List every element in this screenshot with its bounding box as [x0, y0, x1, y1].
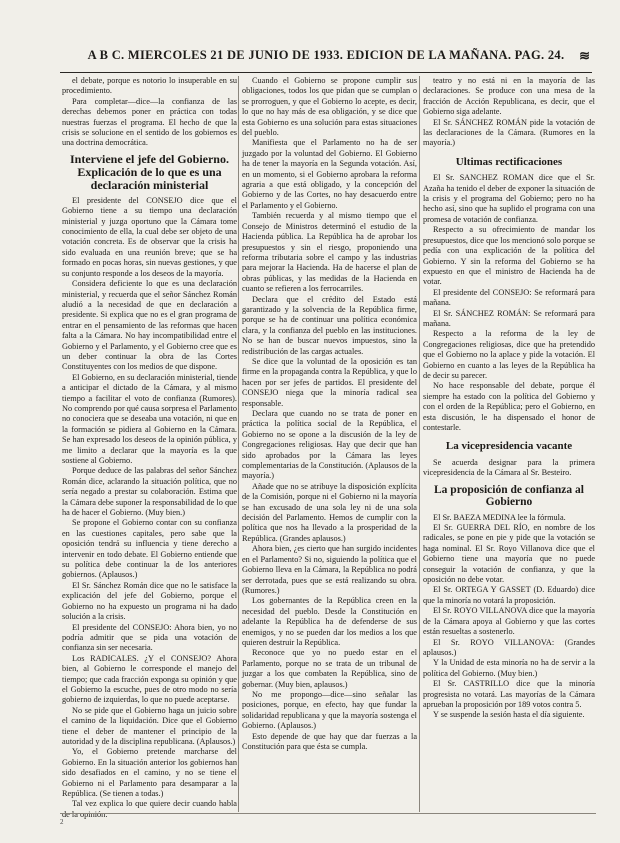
paragraph: El Sr. ORTEGA Y GASSET (D. Eduardo) dice que la minoría no votará la proposición.	[423, 585, 595, 605]
column-divider	[238, 76, 239, 812]
paragraph: Para completar—dice—la confianza de las derechas debemos poner en práctica con todas nuestras fuerzas el programa. El hecho de que la crisis se solucione en el sentido de los gobiernos es una doctrina democrática.	[62, 96, 237, 148]
section-heading: La proposición de confianza al Gobierno	[434, 483, 584, 509]
column-divider	[419, 76, 420, 812]
paragraph: Considera deficiente lo que es una declaración ministerial, y recuerda que el señor Sánchez Román aludió a la necesidad de que en declaración a presidente. Si explica que no es el gran programa de entrar en el pensamiento de las reformas que hacen falta a la Cámara. No hay incompatibilidad entre el Gobierno y el Parlamento, y el Gobierno cree que es un deber continuar la obra de las Cortes Constituyentes con los medios de que dispone.	[62, 279, 237, 372]
paragraph: El Gobierno, en su declaración ministerial, tiende a anticipar el dictado de la Cámara, y al mismo tiempo a facilitar el voto de confianza (Rumores). No comprendo por qué causa sorpresa el Parlamento no conociera que se deseaba una votación, ni que en la formación se pidiera al Gobierno en la Cámara. Se han expresado los deseos de la opinión pública, y me limito a declarar que la mayoría es la que sostiene al Gobierno.	[62, 372, 237, 465]
paragraph: Los gobernantes de la República creen en la necesidad del pueblo. Desde la Constitución en adelante la República ha de defenderse de sus enemigos, y no se pueden dar los medios a los que quieren destruir la República.	[242, 596, 417, 647]
paragraph: No hace responsable del debate, porque él siempre ha estado con la política del Gobierno y con el orden de la República; pero el Gobierno, en esta discusión, le ha dispensado el honor de contestarle.	[423, 381, 595, 432]
paragraph: Respecto a su ofrecimiento de mandar los presupuestos, dice que los mencionó solo porque se pedía con una explicación de la política del Gobierno. Y sin la reforma del Gobierno se ha expuesto en que el ministro de Hacienda ha de votar.	[423, 225, 595, 287]
paragraph: El presidente del CONSEJO dice que el Gobierno tiene a su tiempo una declaración ministerial y juzga oportuno que la Cámara tome conocimiento de ella, la cual debe ser objeto de una votación concreta. Es de observar que la crisis ha sido evaluada en una reunión breve; que se ha formado en pocas horas, sin nuevas gestiones, y que su conjunto responde a los deseos de la mayoría.	[62, 195, 237, 278]
paragraph: El Sr. ROYO VILLANOVA: (Grandes aplausos.)	[423, 637, 595, 657]
paragraph: Reconoce que yo no puedo estar en el Parlamento, porque no se trata de un tribunal de juzgar a los que combaten la República, sino de gobernar. (Muy bien, aplausos.)	[242, 648, 417, 689]
paragraph: Respecto a la reforma de la ley de Congregaciones religiosas, dice que ha pretendido que el Gobierno no la aplace y pide la votación. El Gobierno en cuanto a las leyes de la República ha de decir su parecer.	[423, 329, 595, 380]
paragraph: Añade que no se atribuye la disposición explícita de la Comisión, porque ni el Gobierno ni la mayoría se han excusado de una sola ley ni de una sola decisión del Parlamento. Hemos de cumplir con la política que nos ha llevado a la prosperidad de la República. (Grandes aplausos.)	[242, 481, 417, 543]
paragraph: Se dice que la voluntad de la oposición es tan firme en la propaganda contra la República, y que lo hacen por ser jefes de partidos. El presidente del CONSEJO niega que la minoría radical sea responsable.	[242, 356, 417, 408]
paragraph: El Sr. GUERRA DEL RÍO, en nombre de los radicales, se pone en pie y pide que la votación se haga nominal. El Sr. Royo Villanova dice que el Gobierno tiene una mayoría que no puede conseguir la votación de confianza, y que la oposición no debe votar.	[423, 523, 595, 585]
column-1	[62, 76, 237, 819]
column-2	[242, 76, 417, 811]
paragraph: el debate, porque es notorio lo insuperable en su procedimiento.	[62, 76, 237, 96]
section-heading: Ultimas rectificaciones	[455, 155, 563, 168]
column-3	[423, 76, 595, 811]
header-text: A B C. MIERCOLES 21 DE JUNIO DE 1933. EDICION DE LA MAÑANA. PAG. 24.	[87, 48, 565, 62]
section-heading: La vicepresidencia vacante	[445, 440, 573, 453]
page-header	[60, 48, 592, 73]
paragraph: Esto depende de que hay que dar fuerzas a la Constitución para que ésta se cumpla.	[242, 731, 417, 751]
paragraph: Yo, el Gobierno pretende marcharse del Gobierno. En la situación anterior los gobiernos han sido desafiados en el camino, y no se tiene el Gobierno ni el Parlamento para desamparar a la República. (Se tienen a todas.)	[62, 747, 237, 798]
bottom-rule	[60, 813, 596, 814]
paragraph: También recuerda y al mismo tiempo que el Consejo de Ministros determinó el estudio de la Hacienda pública. La República ha de aprobar los presupuestos y sin el riesgo, proponiendo una reforma tributaria sobre el campo y las industrias para mejorar la Hacienda. Ha de hacerse el plan de obras públicas, y las medidas de la Hacienda en cuanto se refieren a los ferrocarriles.	[242, 211, 417, 294]
paragraph: Tal vez explica lo que quiere decir cuando habla de la opinión.	[62, 799, 237, 819]
paragraph: Se acuerda designar para la primera vicepresidencia de la Cámara al Sr. Besteiro.	[423, 457, 595, 478]
paragraph: El Sr. CASTRILLO dice que la minoría progresista no votará. Las mayorías de la Cámara aprueban la proposición por 189 votos contra 5.	[423, 679, 595, 709]
paragraph: El Sr. BAEZA MEDINA lee la fórmula.	[433, 512, 566, 522]
paragraph: El Sr. SANCHEZ ROMAN dice que el Sr. Azaña ha tenido el deber de exponer la situación de la crisis y el programa del Gobierno; pero no ha hecho así, sino que ha suplido el programa con una promesa de votación de confianza.	[423, 173, 595, 224]
footer-mark: 2	[60, 818, 64, 826]
paragraph: El Sr. ROYO VILLANOVA dice que la mayoría de la Cámara apoya al Gobierno y que las cortes están resueltas a sostenerlo.	[423, 606, 595, 637]
paragraph: Ahora bien, ¿es cierto que han surgido incidentes en el Parlamento? Si no, siguiendo la política que el Gobierno lleva en la Cámara, la República no podrá ser derrotada, pues que se está realizando su obra. (Rumores.)	[242, 544, 417, 595]
paragraph: Se propone el Gobierno contar con su confianza en las cuestiones capitales, pero sabe que la oposición tendrá su influencia y tiene derecho a intervenir en todo debate. El Gobierno entiende que su política debe continuar la de los anteriores gobiernos. (Aplausos.)	[62, 518, 237, 580]
paragraph: El Sr. SÁNCHEZ ROMÁN: Se reformará para mañana.	[423, 308, 595, 328]
paragraph: Cuando el Gobierno se propone cumplir sus obligaciones, todos los que pidan que se cumplan o se prorroguen, y que el Gobierno lo acepte, es decir, lo que no hay más de esa obligación, y se dice que esta Gobierno es una solución para estas situaciones del pueblo.	[242, 76, 417, 138]
page-mark: ≋	[579, 48, 590, 63]
paragraph: El presidente del CONSEJO: Se reformará para mañana.	[423, 287, 595, 308]
paragraph: Los RADICALES. ¿Y el CONSEJO? Ahora bien, al Gobierno le corresponde el manejo del tiempo; que cada fracción exponga su opinión y que el Gobierno la escuche, pues de otro modo no sería gobierno de izquierdas, lo que no puede aceptarse.	[62, 653, 237, 705]
paragraph: El Sr. Sánchez Román dice que no le satisface la explicación del jefe del Gobierno, porque el Gobierno no ha expuesto un programa ni ha dado solución a la crisis.	[62, 580, 237, 622]
paragraph: Declara que el crédito del Estado está garantizado y la solvencia de la República firme, porque se ha de continuar una política económica clara, y la confianza del pueblo en las instituciones. No se han de buscar nuevos impuestos, sino la redistribución de las cargas actuales.	[242, 294, 417, 356]
paragraph: Y la Unidad de esta minoría no ha de servir a la política del Gobierno. (Muy bien.)	[423, 658, 595, 678]
paragraph: No me propongo—dice—sino señalar las posiciones, porque, en efecto, hay que fundar la solidaridad republicana y que la mayoría sostenga el Gobierno. (Aplausos.)	[242, 689, 417, 731]
paragraph: No se pide que el Gobierno haga un juicio sobre el camino de la liquidación. Dice que el Gobierno tiene el deber de mantener el principio de la autoridad y de la disciplina republicana. (Aplausos.)	[62, 705, 237, 746]
paragraph: Declara que cuando no se trata de poner en práctica la política social de la República, el Gobierno no se opone a la discusión de la ley de Congregaciones religiosas. Hay que decir que han sido aprobados por la Cámara las leyes complementarias de la Constitución. (Aplausos de la mayoría.)	[242, 409, 417, 481]
section-heading: Interviene el jefe del Gobierno. Explicación de lo que es una declaración ministerial	[70, 151, 229, 192]
paragraph: El presidente del CONSEJO: Ahora bien, yo no podría admitir que se pida una votación de confianza sin ser necesaria.	[62, 622, 237, 653]
paragraph: Y se suspende la sesión hasta el día siguiente.	[433, 710, 585, 720]
paragraph: teatro y no está ni en la mayoría de las declaraciones. Se produce con una mesa de la fracción de Acción Republicana, es decir, que el Gobierno siga adelante.	[423, 76, 595, 117]
paragraph: Manifiesta que el Parlamento no ha de ser juzgado por la voluntad del Gobierno. El Gobierno ha de tener la mayoría en la Segunda votación. Así, en un momento, si el Gobierno aprobara la reforma agraria a que está obligado, y la concepción del Gobierno y de las Cortes, no hay desacuerdo entre el Parlamento y el Gobierno.	[242, 138, 417, 210]
paragraph: El Sr. SÁNCHEZ ROMÁN pide la votación de las declaraciones de la Cámara. (Rumores en la mayoría.)	[423, 117, 595, 148]
paragraph: Porque deduce de las palabras del señor Sánchez Román dice, aclarando la situación política, que no sería negado a prestar su colaboración. Estima que la Cámara debe suponer la responsabilidad de lo que ha de hacer el Gobierno. (Muy bien.)	[62, 466, 237, 518]
